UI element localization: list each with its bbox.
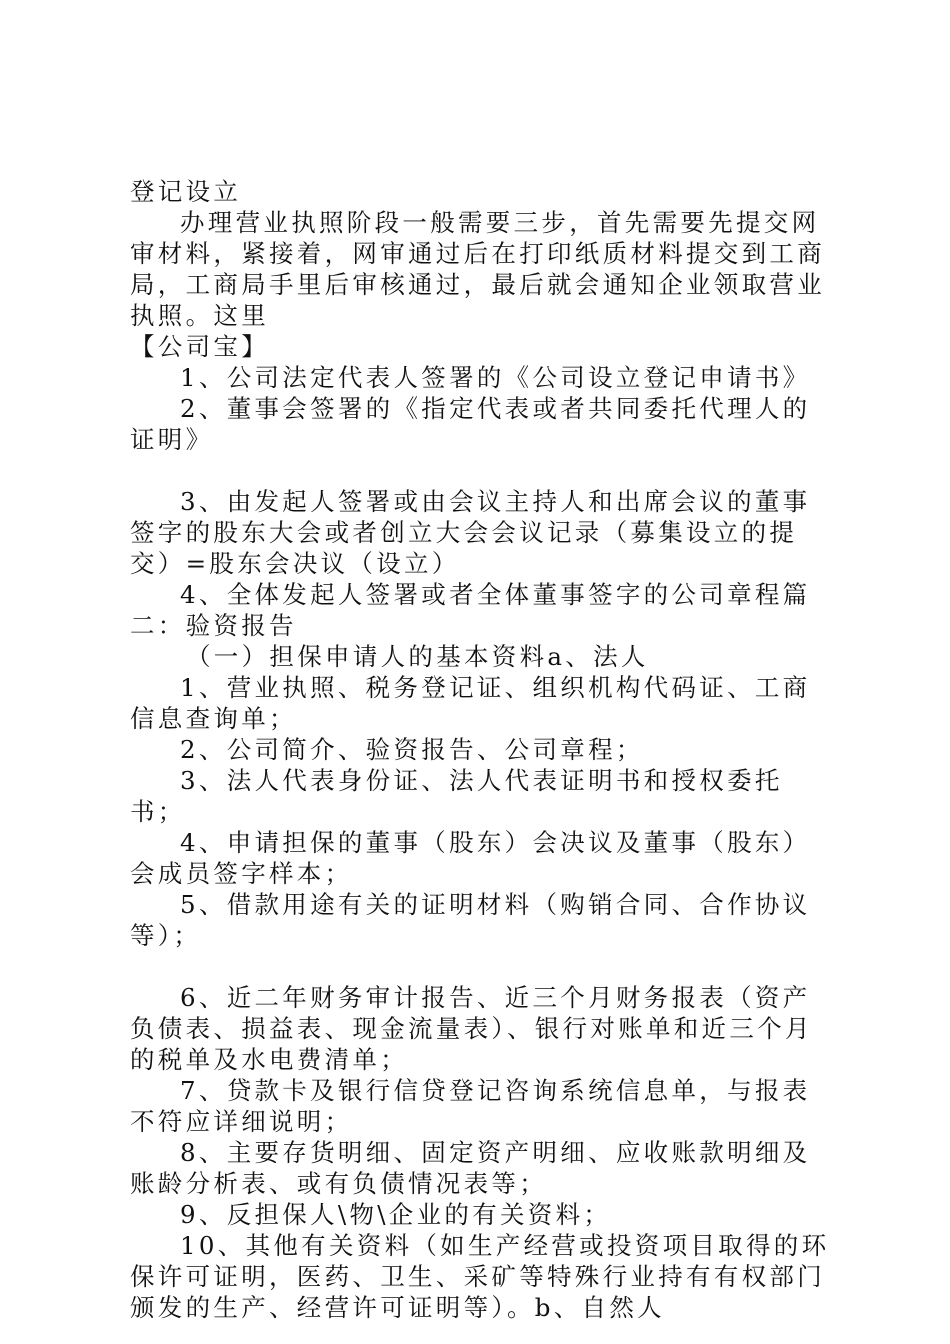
blank-line <box>130 455 830 486</box>
blank-line <box>130 951 830 982</box>
list-item-2-7: 7、贷款卡及银行信贷登记咨询系统信息单，与报表不符应详细说明； <box>130 1076 811 1136</box>
subheading: （一）担保申请人的基本资料a、法人 <box>186 642 649 671</box>
list-item-2-5: 5、借款用途有关的证明材料（购销合同、合作协议等）； <box>130 890 811 950</box>
list-item-2-6: 6、近二年财务审计报告、近三个月财务报表（资产负债表、损益表、现金流量表）、银行对账单和近三个月的税单及水电费清单； <box>130 983 813 1074</box>
list-item-1-2: 2、董事会签署的《指定代表或者共同委托代理人的证明》 <box>130 394 811 454</box>
list-item-1-3: 3、由发起人签署或由会议主持人和出席会议的董事签字的股东大会或者创立大会会议记录（募集设立的提交）=股东会决议（设立） <box>130 487 811 578</box>
list-item-2-1: 1、营业执照、税务登记证、组织机构代码证、工商信息查询单； <box>130 673 811 733</box>
intro-paragraph: 办理营业执照阶段一般需要三步，首先需要先提交网审材料，紧接着，网审通过后在打印纸质材料提交到工商局，工商局手里后审核通过，最后就会通知企业领取营业执照。这里 <box>130 208 825 330</box>
list-item-2-9: 9、反担保人\物\企业的有关资料； <box>180 1200 612 1229</box>
list-item-2-10: 10、其他有关资料（如生产经营或投资项目取得的环保许可证明，医药、卫生、采矿等特殊行业持有有权部门颁发的生产、经营许可证明等）。b、自然人 <box>130 1231 830 1322</box>
list-item-1-1: 1、公司法定代表人签署的《公司设立登记申请书》 <box>180 363 811 392</box>
document-title: 登记设立 <box>130 177 242 206</box>
list-item-1-4: 4、全体发起人签署或者全体董事签字的公司章程篇二：验资报告 <box>130 580 811 640</box>
bracket-label: 【公司宝】 <box>130 332 269 361</box>
list-item-2-4: 4、申请担保的董事（股东）会决议及董事（股东）会成员签字样本； <box>130 828 811 888</box>
list-item-2-8: 8、主要存货明细、固定资产明细、应收账款明细及账龄分析表、或有负债情况表等； <box>130 1138 811 1198</box>
list-item-2-3: 3、法人代表身份证、法人代表证明书和授权委托书； <box>130 766 783 826</box>
document-body <box>130 176 830 1323</box>
list-item-2-2: 2、公司简介、验资报告、公司章程； <box>180 735 644 764</box>
